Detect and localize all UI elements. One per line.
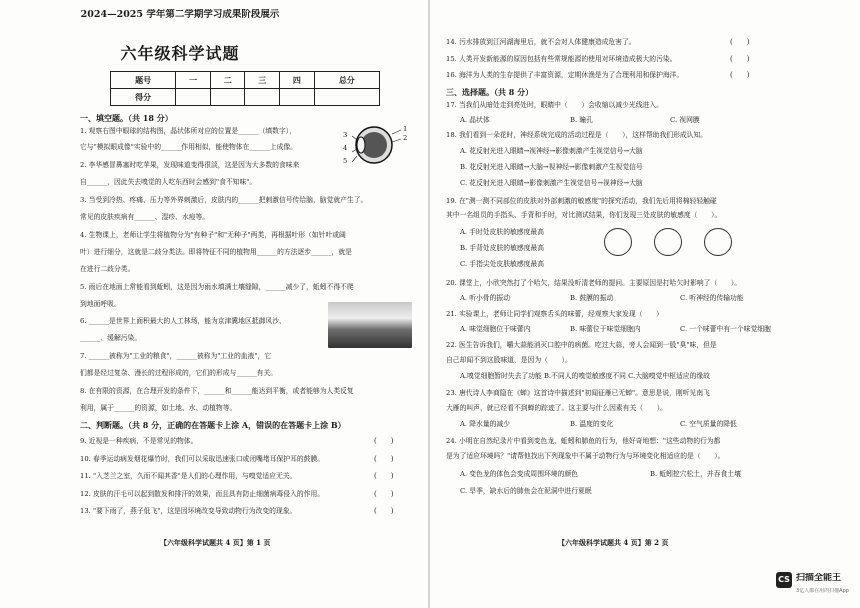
question-text: 叶）进行细分，这就是二歧分类法。即将特征不同的植物用______的方法逐步______，就是 bbox=[80, 248, 352, 256]
option-text[interactable]: A. 降水量的减少 bbox=[460, 420, 511, 428]
option-text[interactable]: A. 变色龙的体色会变成周围环境的颜色 bbox=[460, 470, 578, 478]
page-footer: 【六年级科学试题共 4 页】第 2 页 bbox=[558, 539, 669, 547]
section-1-title: 一、填空题。（共 18 分） bbox=[80, 113, 173, 123]
exam-title: 六年级科学试题 bbox=[120, 44, 240, 63]
score-cell: 四 bbox=[280, 72, 315, 89]
question-text: 自己却闻不到这股味道，是因为（ ）。 bbox=[446, 356, 572, 364]
question-text: 是为了适应环境吗？"请帮他找出下列现象中不属于动物行为与环境变化相适应的是（ ）。 bbox=[446, 452, 725, 460]
question-text: 19. 在"测一测不同部位的皮肤对外部刺激的敏感度"的探究活动，我们先后用将棉轻轻触碰 bbox=[446, 197, 717, 205]
diagram-label: 4 bbox=[343, 144, 348, 152]
option-text[interactable]: C. 听神经的传输功能 bbox=[680, 294, 744, 302]
question-text: 14. 污水排放到江河湖海里后，就不会对人体健康造成危害了。 bbox=[446, 38, 636, 46]
score-cell: 总分 bbox=[314, 72, 379, 89]
score-cell[interactable] bbox=[245, 89, 280, 106]
hand-touch-icon bbox=[654, 228, 682, 256]
option-text[interactable]: B. 瞳孔 bbox=[570, 116, 593, 124]
question-text: 3. 当受到冷热、疼痛、压力等外界刺激后，皮肤内的______把刺激信号传给脑，脑觉就产生了。 bbox=[80, 196, 368, 204]
question-text: 们都是经过复杂、漫长的过程形成的，它们的形成与______有关。 bbox=[80, 369, 278, 377]
question-text: 7. ______被称为"工业的粮食"，______被称为"工业的血液"，它 bbox=[80, 352, 272, 360]
option-text[interactable]: B. 味蕾位于味觉细胞内 bbox=[570, 325, 641, 333]
question-text: 4. 生物课上，老师让学生将植物分为"有种子"和"无种子"两类，再根据叶形（如针叶或阔 bbox=[80, 231, 346, 239]
question-text: 2. 李华感冒鼻塞时吃苹果，发现味道变得很淡，这是因为大多数的食味来 bbox=[80, 161, 300, 169]
answer-paren[interactable]: ( ) bbox=[730, 71, 750, 79]
question-text: 常见的皮肤疾病有______、湿疹、水痘等。 bbox=[80, 213, 210, 221]
option-text[interactable]: A. 味觉细胞位于味蕾内 bbox=[460, 325, 531, 333]
question-text: 22. 医生告诉我们，嚼大蒜能消灭口腔中的病菌。吃过大蒜，旁人会闻到一股"臭"味，但是 bbox=[446, 341, 717, 349]
question-text: 到地面呼吸。 bbox=[80, 300, 121, 308]
section-3-title: 三、选择题。（共 8 分） bbox=[446, 87, 534, 97]
page-2 bbox=[430, 0, 860, 608]
option-text[interactable]: C. 花反射光进入眼睛→影像刺激产生视觉信号→视神经→大脑 bbox=[460, 179, 643, 187]
score-cell[interactable] bbox=[176, 89, 211, 106]
question-text: 其中一名组员的手指头、手背和手时，对比测试结果，你们发现三处皮肤的敏感度（ ）。 bbox=[446, 211, 722, 219]
answer-paren[interactable]: ( ) bbox=[374, 507, 394, 515]
diagram-label: 2 bbox=[403, 134, 408, 142]
page-footer: 【六年级科学试题共 4 页】第 1 页 bbox=[160, 539, 271, 547]
forest-photo bbox=[328, 302, 412, 348]
answer-paren[interactable]: ( ) bbox=[374, 437, 394, 445]
diagram-label: 5 bbox=[343, 157, 348, 165]
question-text: 11. "入芝兰之室，久而不闻其香"是人们的心理作用，与嗅觉适应无关。 bbox=[80, 472, 297, 480]
eyeball-diagram bbox=[352, 122, 406, 168]
option-text[interactable]: C. 视网膜 bbox=[670, 116, 700, 124]
option-text[interactable]: C. 旱季，缺水后的肺鱼会在泥洞中进行夏眠 bbox=[460, 487, 592, 495]
question-text: 10. 春季运动病发烟花爆竹时，我们可以采取迅速张口或闭嘴堵耳保护耳的鼓膜。 bbox=[80, 455, 325, 463]
option-text[interactable]: A. 花反射光进入眼睛→视神经→影像刺激产生视觉信号→大脑 bbox=[460, 147, 643, 155]
option-text[interactable]: A.嗅觉细胞暂时失去了功能 B.不同人的嗅觉敏感度不同 C.大脑嗅觉中枢适应的缘故 bbox=[460, 372, 710, 380]
option-text[interactable]: B. 鼓膜的振动 bbox=[570, 294, 614, 302]
score-table bbox=[110, 71, 380, 106]
question-text: 24. 小明在自然纪录片中看到变色龙、蚯蚓和肺鱼的行为，他好奇地想："这些动物的行为都 bbox=[446, 437, 721, 445]
score-cell[interactable] bbox=[280, 89, 315, 106]
option-text[interactable]: A. 手时处皮肤的敏感度最高 bbox=[460, 228, 544, 236]
answer-paren[interactable]: ( ) bbox=[730, 55, 750, 63]
score-cell: 一 bbox=[176, 72, 211, 89]
question-text: 在进行二歧分类。 bbox=[80, 265, 135, 273]
question-text: 大雁的叫声，就已经看不到蝉的踪迹了。这主要与什么因素有关（ ）。 bbox=[446, 404, 667, 412]
answer-paren[interactable]: ( ) bbox=[374, 490, 394, 498]
option-text[interactable]: B. 蚯蚓挖穴松土，并吞食土壤 bbox=[650, 470, 741, 478]
answer-paren[interactable]: ( ) bbox=[374, 455, 394, 463]
question-text: 16. 海洋为人类的生存提供了丰富资源，定期休渔是为了合理利用和保护海洋。 bbox=[446, 71, 684, 79]
option-text[interactable]: B. 花反射光进入眼睛→大脑→视神经→影像刺激产生视觉信号 bbox=[460, 163, 643, 171]
option-text[interactable]: A. 听小骨的振动 bbox=[460, 294, 511, 302]
hand-touch-icon bbox=[604, 228, 632, 256]
scanner-tagline: 3亿人都在用的扫描App bbox=[796, 588, 849, 594]
option-text[interactable]: B. 温度的变化 bbox=[570, 420, 614, 428]
question-text: 利用，属于______的资源，如土地、水、动植物等。 bbox=[80, 404, 237, 412]
score-cell: 三 bbox=[245, 72, 280, 89]
question-text: 5. 雨后在地面上常能看到蚯蚓，这是因为雨水填满土壤缝隙，______减少了，蚯蚓不得不爬 bbox=[80, 283, 354, 291]
question-text: 18. 我们看到一朵花时，神经系统完成的活动过程是（ ），这样帮助我们形成认知。 bbox=[446, 131, 708, 139]
question-text: 9. 近视是一种疾病，不是常见的物体。 bbox=[80, 437, 198, 445]
hand-touch-icon bbox=[704, 228, 732, 256]
score-cell: 二 bbox=[210, 72, 245, 89]
option-text[interactable]: C. 空气质量的降低 bbox=[680, 420, 737, 428]
diagram-label: 1 bbox=[403, 125, 408, 133]
question-text: 1. 观察右图中眼球的结构图，晶状体所对应的位置是______（填数字）， bbox=[80, 127, 296, 135]
question-text: 8. 在有限的资源，在合理开发的条件下，______和______能达到平衡，或者能够为人类反复 bbox=[80, 387, 354, 395]
scanner-logo-icon: CS bbox=[776, 572, 792, 588]
question-text: 自______，因此失去嗅觉的人吃东西时会感到"食不知味"。 bbox=[80, 178, 257, 186]
question-text: ______、缓解污染。 bbox=[80, 334, 142, 342]
question-text: 20. 课堂上，小欣突然打了个哈欠，结果没听清老师的提问。主要原因是打哈欠时影响了（ ）。 bbox=[446, 279, 742, 287]
question-text: 15. 人类开发新能源的原因包括有些常规能源的使用对环境造成极大的污染。 bbox=[446, 55, 677, 63]
score-cell[interactable] bbox=[210, 89, 245, 106]
option-text[interactable]: C. 一个味蕾中有一个味觉细胞 bbox=[680, 325, 771, 333]
answer-paren[interactable]: ( ) bbox=[730, 38, 750, 46]
option-text[interactable]: A. 晶状体 bbox=[460, 116, 490, 124]
question-text: 13. "要下雨了，燕子低飞"，这是因环境改变导致动物行为改变的现象。 bbox=[80, 507, 297, 515]
question-text: 17. 当我们从暗处走到亮处时，眼睛中（ ）会收缩以减少光线进入。 bbox=[446, 101, 663, 109]
question-text: 12. 皮肤的汗毛可以起到散发和排汗的效果，而且具有防止细菌病毒侵入的作用。 bbox=[80, 490, 325, 498]
score-cell[interactable] bbox=[314, 89, 379, 106]
question-text: 23. 唐代诗人李商隐在《蝉》这首诗中描述到"初闻征雁已无蝉"。意思是说，刚听见南飞 bbox=[446, 389, 710, 397]
diagram-label: 3 bbox=[343, 131, 348, 139]
option-text[interactable]: C. 手指尖处皮肤敏感度最高 bbox=[460, 260, 545, 268]
question-text: 6. ______是世界上面积最大的人工林场，能为京津冀地区抵御风沙、 bbox=[80, 317, 286, 325]
option-text[interactable]: B. 手背处皮肤的敏感度最高 bbox=[460, 244, 545, 252]
section-2-title: 二、判断题。（共 8 分，正确的在答题卡上涂 A，错误的在答题卡上涂 B） bbox=[80, 420, 346, 430]
score-cell: 题号 bbox=[111, 72, 176, 89]
scanner-app-name: 扫描全能王 bbox=[796, 573, 842, 583]
question-text: 它与"模拟眼成像"实验中的______作用相似，能使物体在______上成像。 bbox=[80, 143, 297, 151]
score-cell: 得分 bbox=[111, 89, 176, 106]
answer-paren[interactable]: ( ) bbox=[374, 472, 394, 480]
question-text: 21. 实验课上，老师让同学们观察舌头的味蕾，经观察大家发现（ ） bbox=[446, 310, 663, 318]
exam-header: 2024—2025 学年第二学期学习成果阶段展示 bbox=[80, 9, 280, 20]
